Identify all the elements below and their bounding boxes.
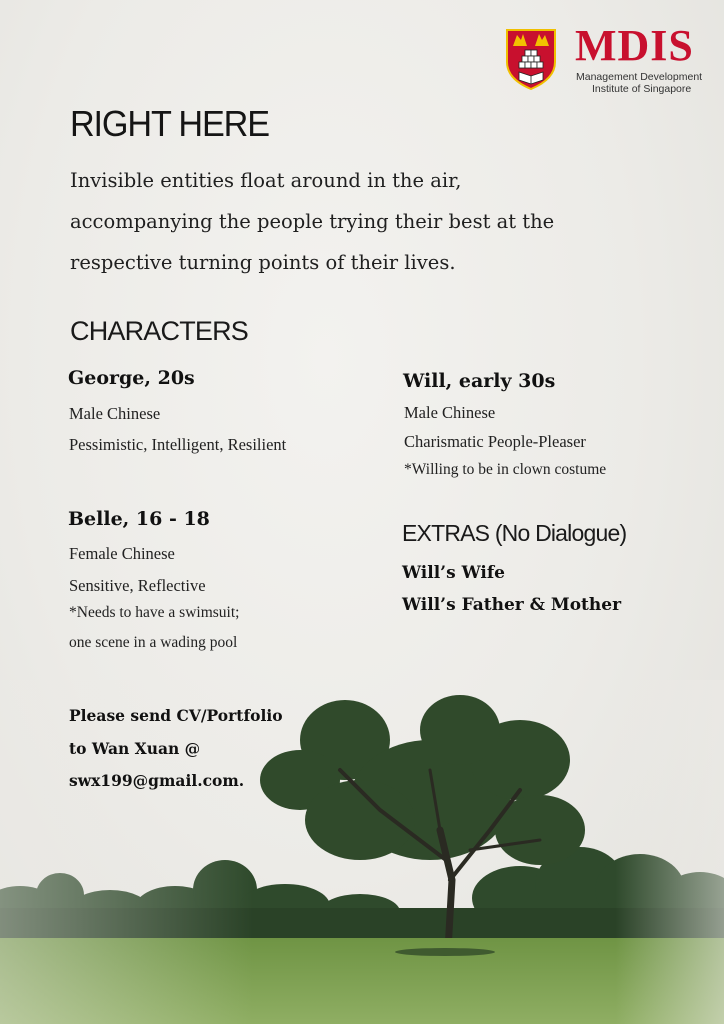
tree-field-illustration xyxy=(0,680,724,1024)
synopsis xyxy=(70,160,590,283)
character-name-will: Will, early 30s xyxy=(403,370,556,392)
synopsis-line: respective turning points of their lives. xyxy=(70,251,456,274)
extras-item: Will’s Father & Mother xyxy=(402,595,622,615)
character-note: *Needs to have a swimsuit; xyxy=(69,604,240,621)
characters-heading: CHARACTERS xyxy=(70,316,249,346)
logo-subtitle-line1: Management Development xyxy=(576,71,703,83)
logo-wordmark: MDIS xyxy=(575,21,694,70)
extras-item: Will’s Wife xyxy=(402,563,505,583)
mdis-logo xyxy=(505,21,715,95)
logo-subtitle-line2: Institute of Singapore xyxy=(592,83,692,95)
character-detail: Male Chinese xyxy=(69,404,161,423)
contact-email[interactable]: swx199@gmail.com. xyxy=(69,771,245,790)
character-detail: Female Chinese xyxy=(69,544,175,563)
character-name-belle: Belle, 16 - 18 xyxy=(68,508,210,530)
character-note: one scene in a wading pool xyxy=(69,634,238,651)
character-note: *Willing to be in clown costume xyxy=(404,461,607,478)
character-detail: Sensitive, Reflective xyxy=(69,576,206,595)
synopsis-line: Invisible entities float around in the air, xyxy=(70,169,462,192)
contact-line: to Wan Xuan @ xyxy=(69,739,201,758)
crest-icon xyxy=(505,28,557,90)
poster-title: RIGHT HERE xyxy=(70,103,269,144)
character-name-george: George, 20s xyxy=(68,367,195,389)
synopsis-line: accompanying the people trying their best at the xyxy=(70,210,555,233)
character-detail: Charismatic People-Pleaser xyxy=(404,432,586,451)
extras-heading: EXTRAS (No Dialogue) xyxy=(402,520,627,546)
character-detail: Pessimistic, Intelligent, Resilient xyxy=(69,435,287,454)
contact-line: Please send CV/Portfolio xyxy=(69,706,283,725)
character-detail: Male Chinese xyxy=(404,403,496,422)
